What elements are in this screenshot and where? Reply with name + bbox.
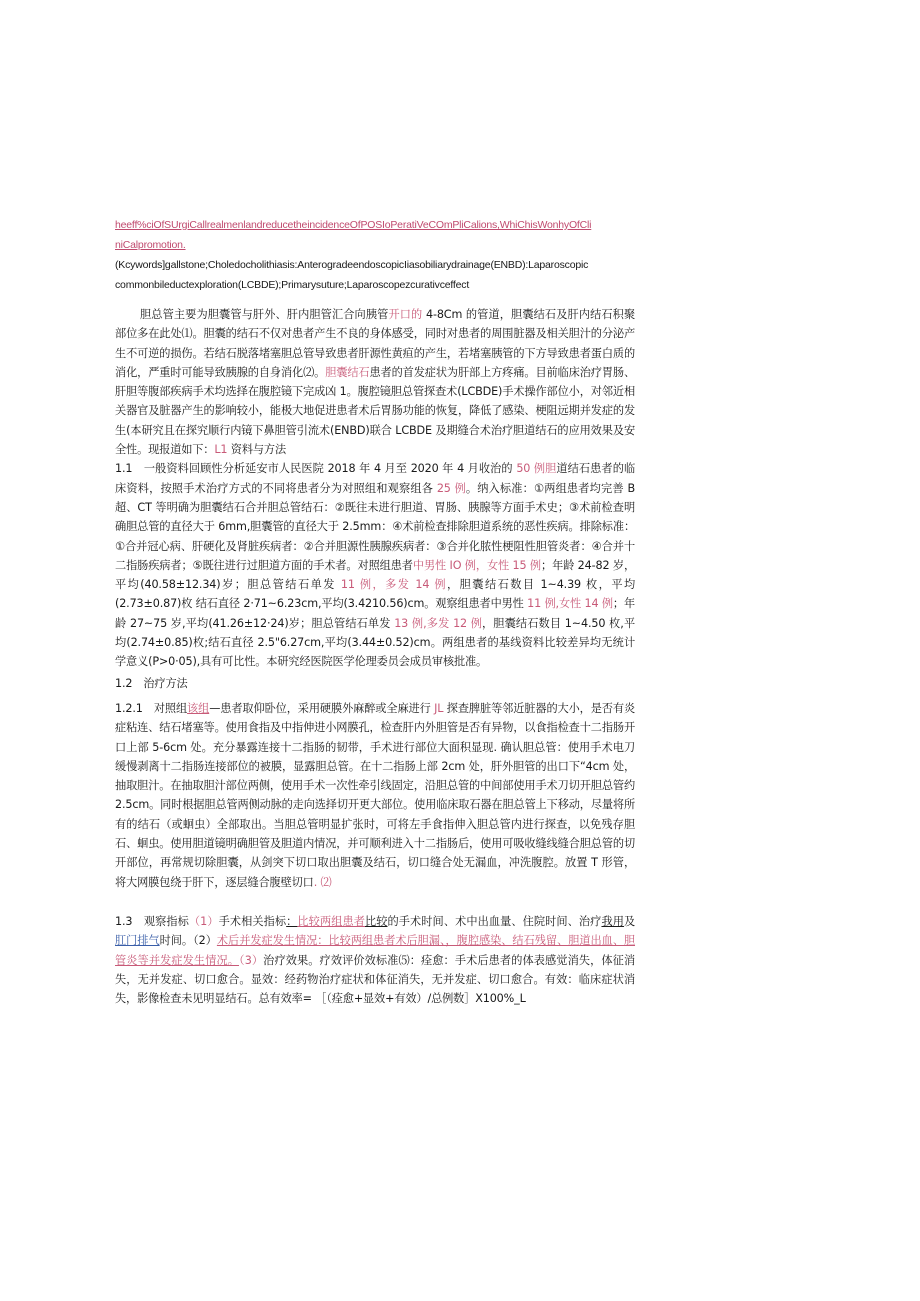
section-1-2-1: 1.2.1 对照组该组—患者取仰卧位，采用硬膜外麻醉或全麻进行 JL 探查脾脏等邻近脏器的大小，是否有炎症粘连、结石堵塞等。使用食指及中指伸进小网膜孔，检查肝内外胆管是否有异物，以食指检查十二指肠开口上部 5-6cm 处。充分暴露连接十二指肠的韧带，手术进行部位大面积显现. 确认胆总管：使用手术电刀缓慢剥离十二指肠连接部位的被膜，显露胆总管。在十二指肠上部 2cm 处，肝外胆管的出口下“4cm 处，抽取胆汁。在抽取胆汁部位两侧，使用手术一次性牵引线固定，沿胆总管的中间部使用手术刀切开胆总管约 2.5cm。同时根据胆总管两侧动脉的走向选择切开更大部位。使用临床取石器在胆总管上下移动，尽量将所有的结石（或蛔虫）全部取出。当胆总管明显扩张时，可将左手食指伸入胆总管内进行探查，以免残存胆石、蛔虫。使用胆道镜明确胆管及胆道内情况，并可顺利进入十二指肠后，使用可吸收缝线缝合胆总管的切开部位，再常规切除胆囊，从剑突下切口取出胆囊及结石，切口缝合处无漏血，冲洗腹腔。放置 T 形管，将大网膜包绕于肝下，逐层缝合腹壁切口. ⑵ [115,701,635,889]
main-text [115,305,635,1008]
intro-paragraph: 胆总管主要为胆囊管与肝外、肝内胆管汇合向胰管开口的 4-8Cm 的管道，胆囊结石及肝内结石积聚部位多在此处⑴。胆囊的结石不仅对患者产生不良的身体感受，同时对患者的周围脏器及相关胆汁的分泌产生不可逆的损伤。若结石脱落堵塞胆总管导致患者肝源性黄疸的产生，若堵塞胰管的下方导致患者蛋白质的消化，严重时可能导致胰腺的自身消化⑵。胆囊结石患者的首发症状为肝部上方疼痛。目前临床治疗胃肠、肝胆等腹部疾病手术均选择在腹腔镜下完成凶 1。腹腔镜胆总管探查术(LCBDE)手术操作部位小，对邻近相关器官及脏器产生的影响较小，能极大地促进患者术后胃肠功能的恢复，降低了感染、梗阻远期并发症的发生(本研究且在探究顺行内镜下鼻胆管引流术(ENBD)联合 LCBDE 及期缝合术治疗胆道结石的应用效果及安全性。现报道如下：L1 资料与方法 [115,308,636,457]
abstract-line-1: heeff%ciOfSUrgiCallrealmenlandreducetheincidenceOfPOSIoPeratiVeCOmPliCalions,WhiChisWonhyOfCli niCalpromotion. [115,219,592,251]
section-1-1: 1.1 一般资料回顾性分析延安市人民医院 2018 年 4 月至 2020 年 4 月收治的 50 例胆道结石患者的临床资料，按照手术治疗方式的不同将患者分为对照组和观察组各 25 例。纳入标准：①两组患者均完善 B 超、CT 等明确为胆囊结石合并胆总管结石：②既往未进行胆道、胃肠、胰腺等方面手术史；③术前检查明确胆总管的直径大于 6mm,胆囊管的直径大于 2.5mm：④术前检查排除胆道系统的恶性疾病。排除标准：①合并冠心病、肝硬化及肾脏疾病者：②合并胆源性胰腺疾病者：③合并化脓性梗阻性胆管炎者：④合并十二指肠疾病者；⑤既往进行过胆道方面的手术者。对照组患者中男性 IO 例，女性 15 例；年龄 24-82 岁，平均(40.58±12.34)岁；胆总管结石单发 11 例，多发 14 例，胆囊结石数目 1~4.39 枚，平均(2.73±0.87)枚 结石直径 2·71~6.23cm,平均(3.4210.56)cm。观察组患者中男性 11 例,女性 14 例；年龄 27~75 岁,平均(41.26±12·24)岁；胆总管结石单发 13 例,多发 12 例，胆囊结石数目 1~4.50 枚,平均(2.74±0.85)枚;结石直径 2.5"6.27cm,平均(3.44±0.52)cm。两组患者的基线资料比较差异均无统计学意义(P>0·05),具有可比性。本研究经医院医学伦理委员会成员审核批准。 [115,462,636,669]
section-1-3: 1.3 观察指标（1）手术相关指标：比较两组患者比较的手术时间、术中出血量、住院时间、治疗我用及肛门排气时间。（2）术后并发症发生情况：比较两组患者术后胆漏、，腹腔感染、结石残留、胆道出血、胆管炎等并发症发生情况。（3）治疗效果。疗效评价效标准⑸：痊愈：手术后患者的体表感觉消失，体征消失，无并发症、切口愈合。显效：经药物治疗症状和体征消失，无并发症、切口愈合。有效：临床症状消失，影像检查未见明显结石。总有效率= ［（痊愈+显效+有效）/总例数］X100%_L [115,914,636,1006]
keywords: (Kcywords]gallstone;Choledocholithiasis:AnterogradeendoscopicIiasobiliarydrainage(ENBD):Laparoscopic commonbileductexploration(LCBDE);Primarysuture;Laparoscopezcurativceffect [115,259,589,291]
section-1-2-heading: 1.2 治疗方法 [115,676,188,690]
